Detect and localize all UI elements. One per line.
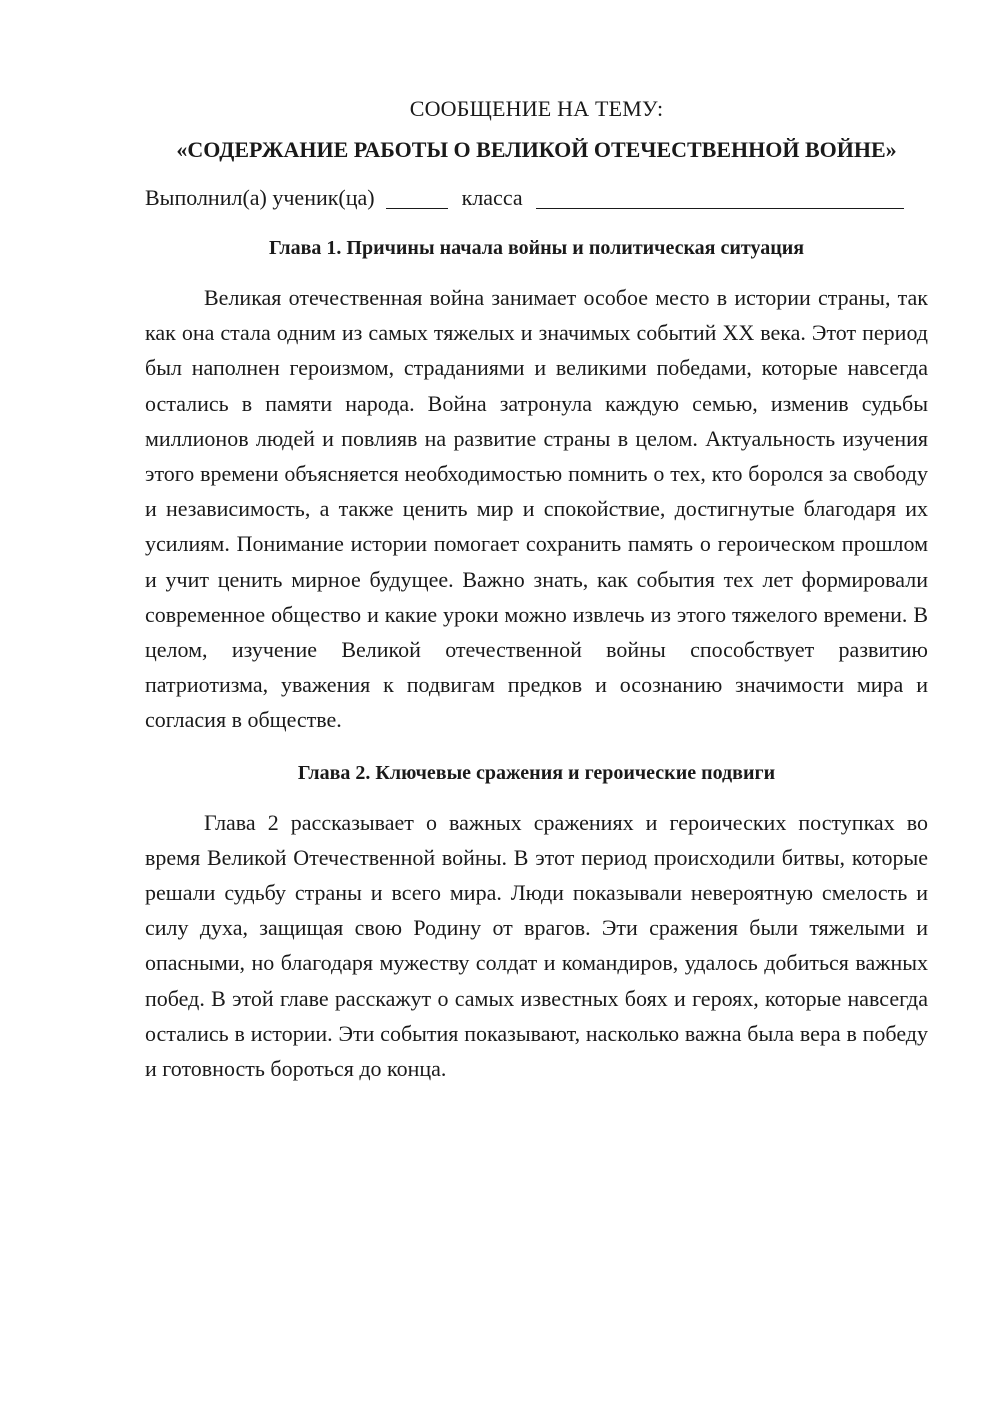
grade-blank xyxy=(386,186,448,209)
author-label: Выполнил(а) ученик(ца) xyxy=(145,185,375,210)
name-blank xyxy=(536,186,904,209)
chapter-1-heading: Глава 1. Причины начала войны и политическая ситуация xyxy=(268,237,805,259)
chapter-2-text: Глава 2 рассказывает о важных сражениях и героических поступках во время Великой Отечественной войны. В этот период происходили битвы, которые решали судьбу страны и всего мира. Люди показывали невероятную смелость и силу духа, защищая свою Родину от врагов. Эти сражения были тяжелыми и опасными, но благодаря мужеству солдат и командиров, удалось добиться важных побед. В этой главе расскажут о самых известных боях и героях, которые навсегда остались в истории. Эти события показывают, насколько важна была вера в победу и готовность бороться до конца. xyxy=(145,809,928,1082)
chapter-1-text: Великая отечественная война занимает особое место в истории страны, так как она стала одним из самых тяжелых и значимых событий XX века. Этот период был наполнен героизмом, страданиями и великими победами, которые навсегда остались в памяти народа. Война затронула каждую семью, изменив судьбы миллионов людей и повлияв на развитие страны в целом. Актуальность изучения этого времени объясняется необходимостью помнить о тех, кто боролся за свободу и независимость, а также ценить мир и спокойствие, достигнутые благодаря их усилиям. Понимание истории помогает сохранить память о героическом прошлом и учит ценить мирное будущее. Важно знать, как события тех лет формировали современное общество и какие уроки можно извлечь из этого тяжелого времени. В целом, изучение Великой отечественной войны способствует развитию патриотизма, уважения к подвигам предков и осознанию значимости мира и согласия в обществе. xyxy=(145,285,928,733)
class-label: класса xyxy=(461,185,523,210)
document-title: «СОДЕРЖАНИЕ РАБОТЫ О ВЕЛИКОЙ ОТЕЧЕСТВЕННОЙ ВОЙНЕ» xyxy=(176,137,897,162)
topic-line: СООБЩЕНИЕ НА ТЕМУ: xyxy=(409,96,664,121)
document-content xyxy=(145,92,928,1086)
chapter-2-heading: Глава 2. Ключевые сражения и героические подвиги xyxy=(297,761,776,784)
author-line xyxy=(145,182,928,214)
